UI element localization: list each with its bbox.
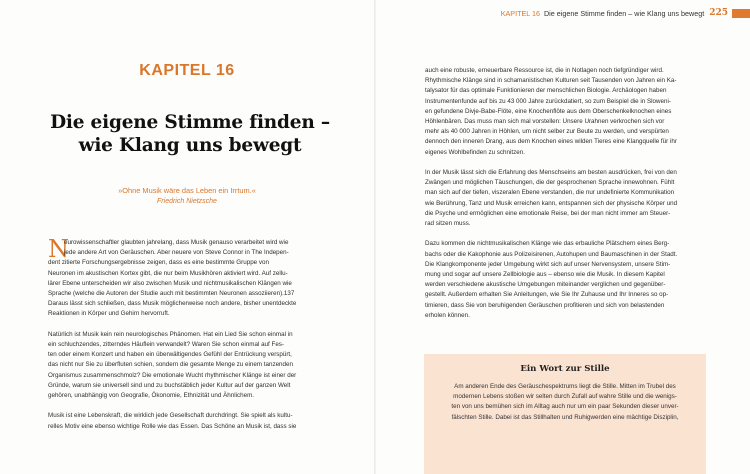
text-line: Neuronen im akustischen Kortex gibt, die nur beim Musikhören aktiviert wird. Auf zellu- [48, 269, 288, 277]
running-header-title: Die eigene Stimme finden – wie Klang uns bewegt [543, 8, 705, 18]
text-line: eigenes Wohlbefinden zu schnitzen. [425, 148, 525, 156]
text-line: dennoch den inneren Drang, aus dem Knochen eines wilden Tieres eine Klangquelle für ihr [425, 138, 677, 146]
text-line: bachs oder die Kakophonie aus Polizeisirenen, Autohupen und Baumaschinen in der Stadt. [425, 250, 678, 258]
text-line: Musik ist eine Lebenskraft, die wirklich jede Gesellschaft durchdringt. Sie spielt als kultu- [48, 412, 293, 420]
text-line: Höhlenbären. Das muss man sich mal vorstellen: Unsere Urahnen verkrochen sich vor [425, 118, 665, 126]
text-line: ten von uns bemühen sich im Alltag auch nur um ein paar Sekunden dieser unver- [451, 403, 679, 411]
text-line: gestellt. Außerdem erhalten Sie Anleitungen, wie Sie Ihr Zuhause und Ihr Inneres so op- [425, 291, 669, 299]
text-line: ein schluchzendes, zitterndes Häuflein verwandelt? Waren Sie schon einmal auf Fes- [48, 341, 285, 349]
running-header [501, 6, 750, 20]
text-line: Am anderen Ende des Geräuschespektrums liegt die Stille. Mitten im Trubel des [454, 383, 676, 390]
text-line: Daraus lässt sich schließen, dass Musik möglicherweise noch andere, bisher unentdeckte [48, 300, 297, 308]
text-line: modernen Lebens stoßen wir selten durch Zufall auf wahre Stille und die wenigs- [453, 393, 677, 401]
text-line: werden verschiedene akustische Umgebungen miteinander verglichen und gegenüber- [425, 281, 666, 289]
info-box [424, 354, 706, 474]
text-line: dent zitierte Forschungsergebnisse zeigen, dass es eine bestimmte Gruppe von [48, 259, 269, 267]
text-line: In der Musik lässt sich die Erfahrung des Menschseins am besten ausdrücken, frei von den [425, 169, 677, 177]
left-page-body [48, 235, 340, 432]
text-line: das nicht nur Sie zu überfluten schien, sondern die gesamte Menge zu einem tanzenden [48, 361, 293, 369]
text-line: Reaktionen in Körper und Gehirn hervorruft. [48, 310, 170, 318]
book-gutter [374, 0, 376, 474]
text-line: die Psyche und ermöglichen eine emotionale Reise, bei der man nicht immer am Steuer- [425, 209, 671, 217]
running-header-chapter: KAPITEL 16 [500, 8, 540, 18]
text-line: timieren, dass Sie von beruhigenden Geräuschen profitieren und sich von belastenden [425, 301, 665, 309]
text-line: jede andere Art von Geräuschen. Aber neuere von Steve Connor in The Indepen- [64, 249, 289, 257]
text-line: Sprache (welche die Autoren der Studie auch mit bestimmten Neuronen assoziieren).137 [48, 290, 295, 298]
paragraph-gap [48, 320, 340, 330]
text-line: en gefundene Divje-Babe-Flöte, eine Knochenflöte aus dem Oberschenkelknochen eines [425, 107, 672, 115]
chapter-title-line-2: wie Klang uns bewegt [78, 135, 302, 156]
text-line: man sich auf der tiefen, viszeralen Ebene verstanden, die nur undefinierte Kommunikation [425, 189, 675, 197]
text-line: Die Klangkomponente jeder Umgebung wirkt sich auf unser Nervensystem, unsere Stim- [425, 260, 671, 268]
right-page-body [425, 66, 705, 321]
info-box-title: Ein Wort zur Stille [520, 364, 610, 374]
info-box-body [424, 382, 706, 423]
page-number-tab [732, 9, 750, 18]
text-line: Organismus zusammenschmolz? Die emotionale Wucht rhythmischer Klänge ist einer der [48, 371, 297, 379]
text-line: Natürlich ist Musik kein rein neurologisches Phänomen. Hat ein Lied Sie schon einmal in [48, 330, 293, 338]
text-line: talysator für das optimale Funktionieren der menschlichen Biologie. Archäologen haben [425, 87, 667, 95]
text-line: rad sitzen muss. [425, 220, 471, 228]
paragraph-gap [425, 229, 705, 239]
chapter-title-line-1: Die eigene Stimme finden – [50, 112, 330, 133]
text-line: eurowissenschaftler glaubten jahrelang, dass Musik genauso verarbeitet wird wie [64, 239, 289, 246]
text-line: fälschten Stille. Dabei ist das Stillhalten und Ruhigwerden eine mächtige Disziplin, [451, 413, 679, 421]
text-line: lärer Ebene unterscheiden wir also zwischen Musik und nichtmusikalischen Klängen wie [48, 279, 292, 287]
text-line: erholen können. [425, 311, 470, 319]
text-line: mehr als 40 000 Jahren in Höhlen, um nicht selber zur Beute zu werden, und verspürten [425, 128, 669, 136]
epigraph-author: Friedrich Nietzsche [157, 198, 217, 205]
paragraph-gap [48, 401, 340, 411]
chapter-label: KAPITEL 16 [139, 62, 235, 79]
page-number: 225 [709, 8, 728, 18]
drop-cap: N [48, 235, 69, 263]
text-line: gehören, unabhängig von Geografie, Ökonomie, Ethnizität und Ähnlichem. [48, 392, 255, 400]
epigraph-quote: »Ohne Musik wäre das Leben ein Irrtum.« [118, 186, 256, 195]
text-line: Zwängen und möglichen Täuschungen, die der gesprochenen Sprache innewohnen. Fühlt [425, 179, 675, 187]
text-line: wie Berührung, Tanz und Musik erreichen kann, entspannen sich der physische Körper und [425, 199, 678, 207]
text-line: relles Motiv eine ebenso wichtige Rolle wie das Essen. Das Schöne an Musik ist, dass sie [48, 422, 297, 430]
text-line: ten oder einem Konzert und haben ein überwältigendes Gefühl der Entrückung verspürt, [48, 351, 292, 359]
text-line: Dazu kommen die nichtmusikalischen Klänge wie das erbauliche Plätschern eines Berg- [425, 240, 670, 248]
chapter-title [30, 111, 350, 157]
text-line: mung und sogar auf unsere Zellbiologie aus – ebenso wie die Musik. In diesem Kapitel [425, 271, 665, 279]
text-line: Rhythmische Klänge sind in schamanistischen Kulturen seit Tausenden von Jahren ein Ka- [425, 77, 677, 85]
text-line: Gründe, warum sie universell sind und zu buchstäblich jeder Kultur auf der ganzen Welt [48, 381, 291, 389]
paragraph-gap [425, 158, 705, 168]
text-line: Instrumentenfunde auf bis zu 43 000 Jahre zurückdatiert, so zum Beispiel die in Sloweni- [425, 97, 671, 105]
text-line: auch eine robuste, erneuerbare Ressource ist, die in Notlagen noch tiefgründiger wird. [425, 67, 664, 74]
